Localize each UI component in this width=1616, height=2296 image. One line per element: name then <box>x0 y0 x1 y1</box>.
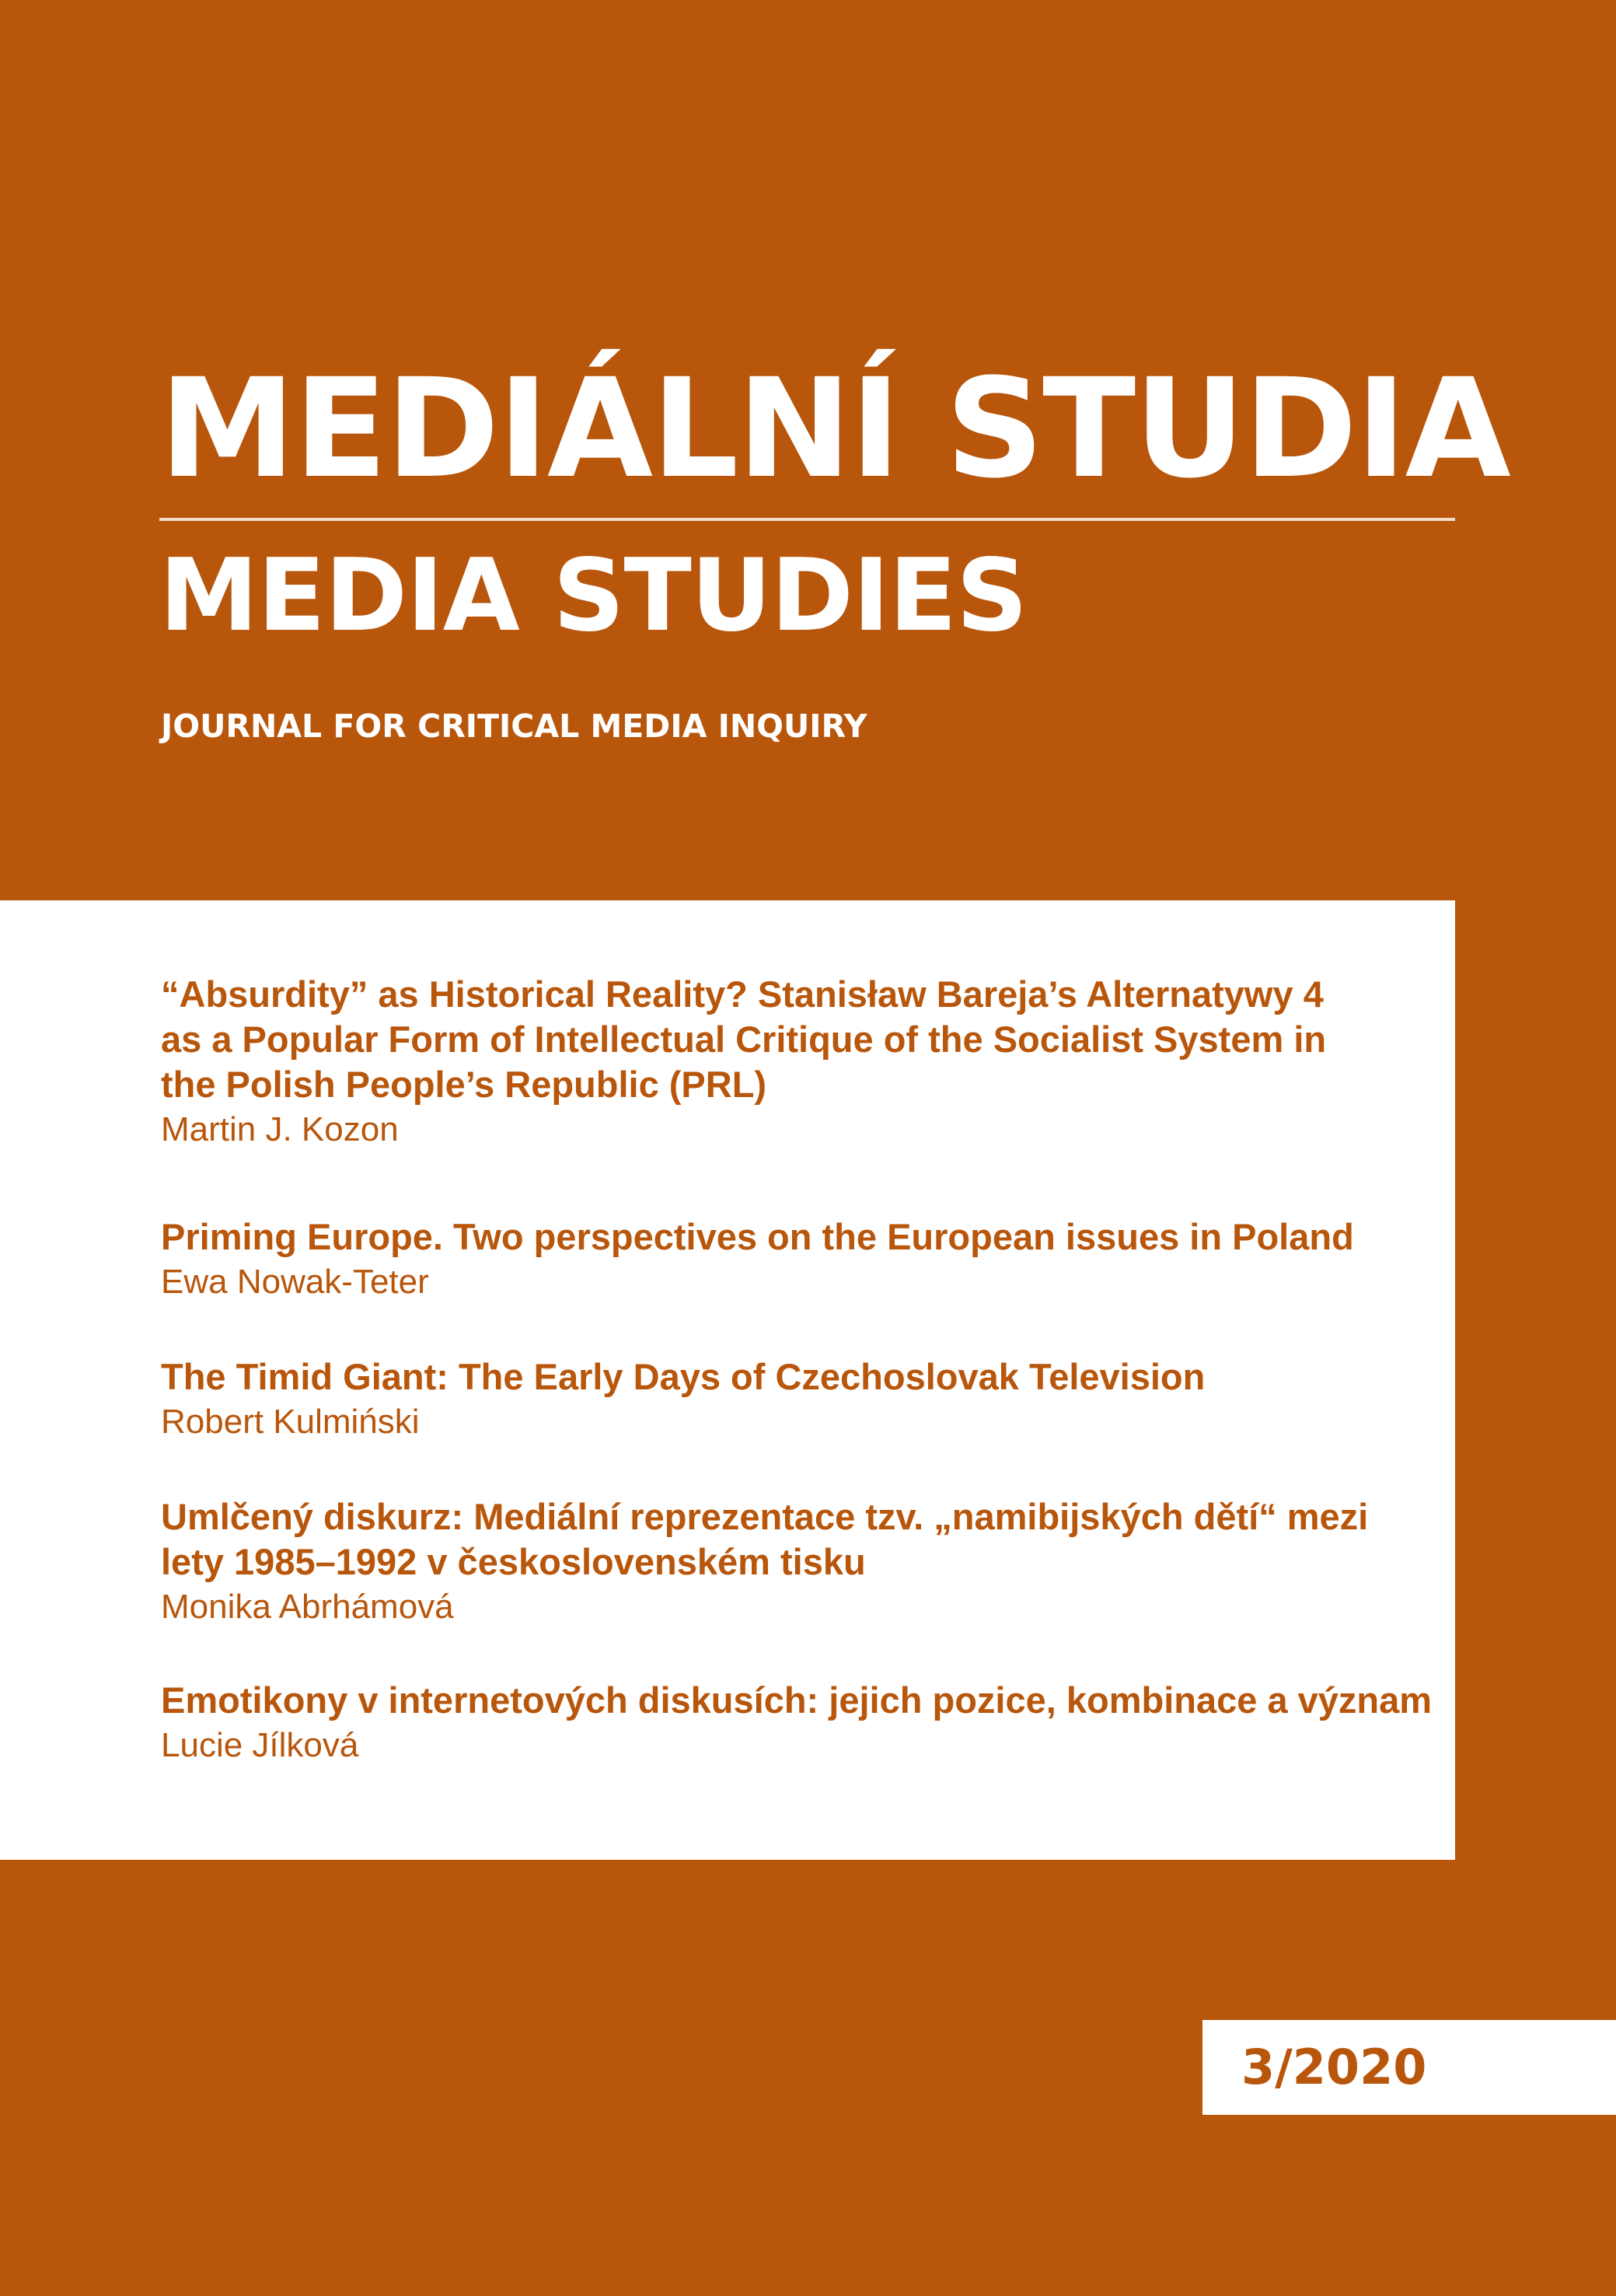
journal-title-english: MEDIA STUDIES <box>159 538 1028 654</box>
article-author: Ewa Nowak-Teter <box>161 1263 429 1301</box>
article-title: Umlčený diskurz: Mediální reprezentace tzv. „namibijských dětí“ mezi lety 1985–1992 v československém tisku <box>161 1496 1369 1582</box>
article-title: Emotikony v internetových diskusích: jejich pozice, kombinace a význam <box>161 1679 1433 1721</box>
article-author: Martin J. Kozon <box>161 1110 399 1148</box>
article-entry <box>161 972 1436 1152</box>
issue-number: 3/2020 <box>1241 2039 1427 2095</box>
article-entry <box>161 1354 1436 1445</box>
journal-title-czech: MEDIÁLNÍ STUDIA <box>159 349 1510 508</box>
table-of-contents <box>0 900 1455 1860</box>
article-entry <box>161 1678 1436 1768</box>
issue-badge <box>1202 2020 1616 2115</box>
article-entry <box>161 1214 1436 1305</box>
article-author: Robert Kulmiński <box>161 1403 420 1441</box>
article-title: The Timid Giant: The Early Days of Czechoslovak Television <box>161 1356 1206 1397</box>
article-author: Lucie Jílková <box>161 1726 359 1764</box>
article-title: Priming Europe. Two perspectives on the European issues in Poland <box>161 1216 1354 1257</box>
title-divider <box>159 518 1455 521</box>
journal-subtitle: JOURNAL FOR CRITICAL MEDIA INQUIRY <box>161 708 867 745</box>
article-entry <box>161 1494 1436 1630</box>
article-title: “Absurdity” as Historical Reality? Stanisław Bareja’s Alternatywy 4 as a Popular Form of Intellectual Critique of the Socialist System in the Polish People’s Republic (PRL) <box>161 973 1327 1105</box>
article-author: Monika Abrhámová <box>161 1588 454 1626</box>
